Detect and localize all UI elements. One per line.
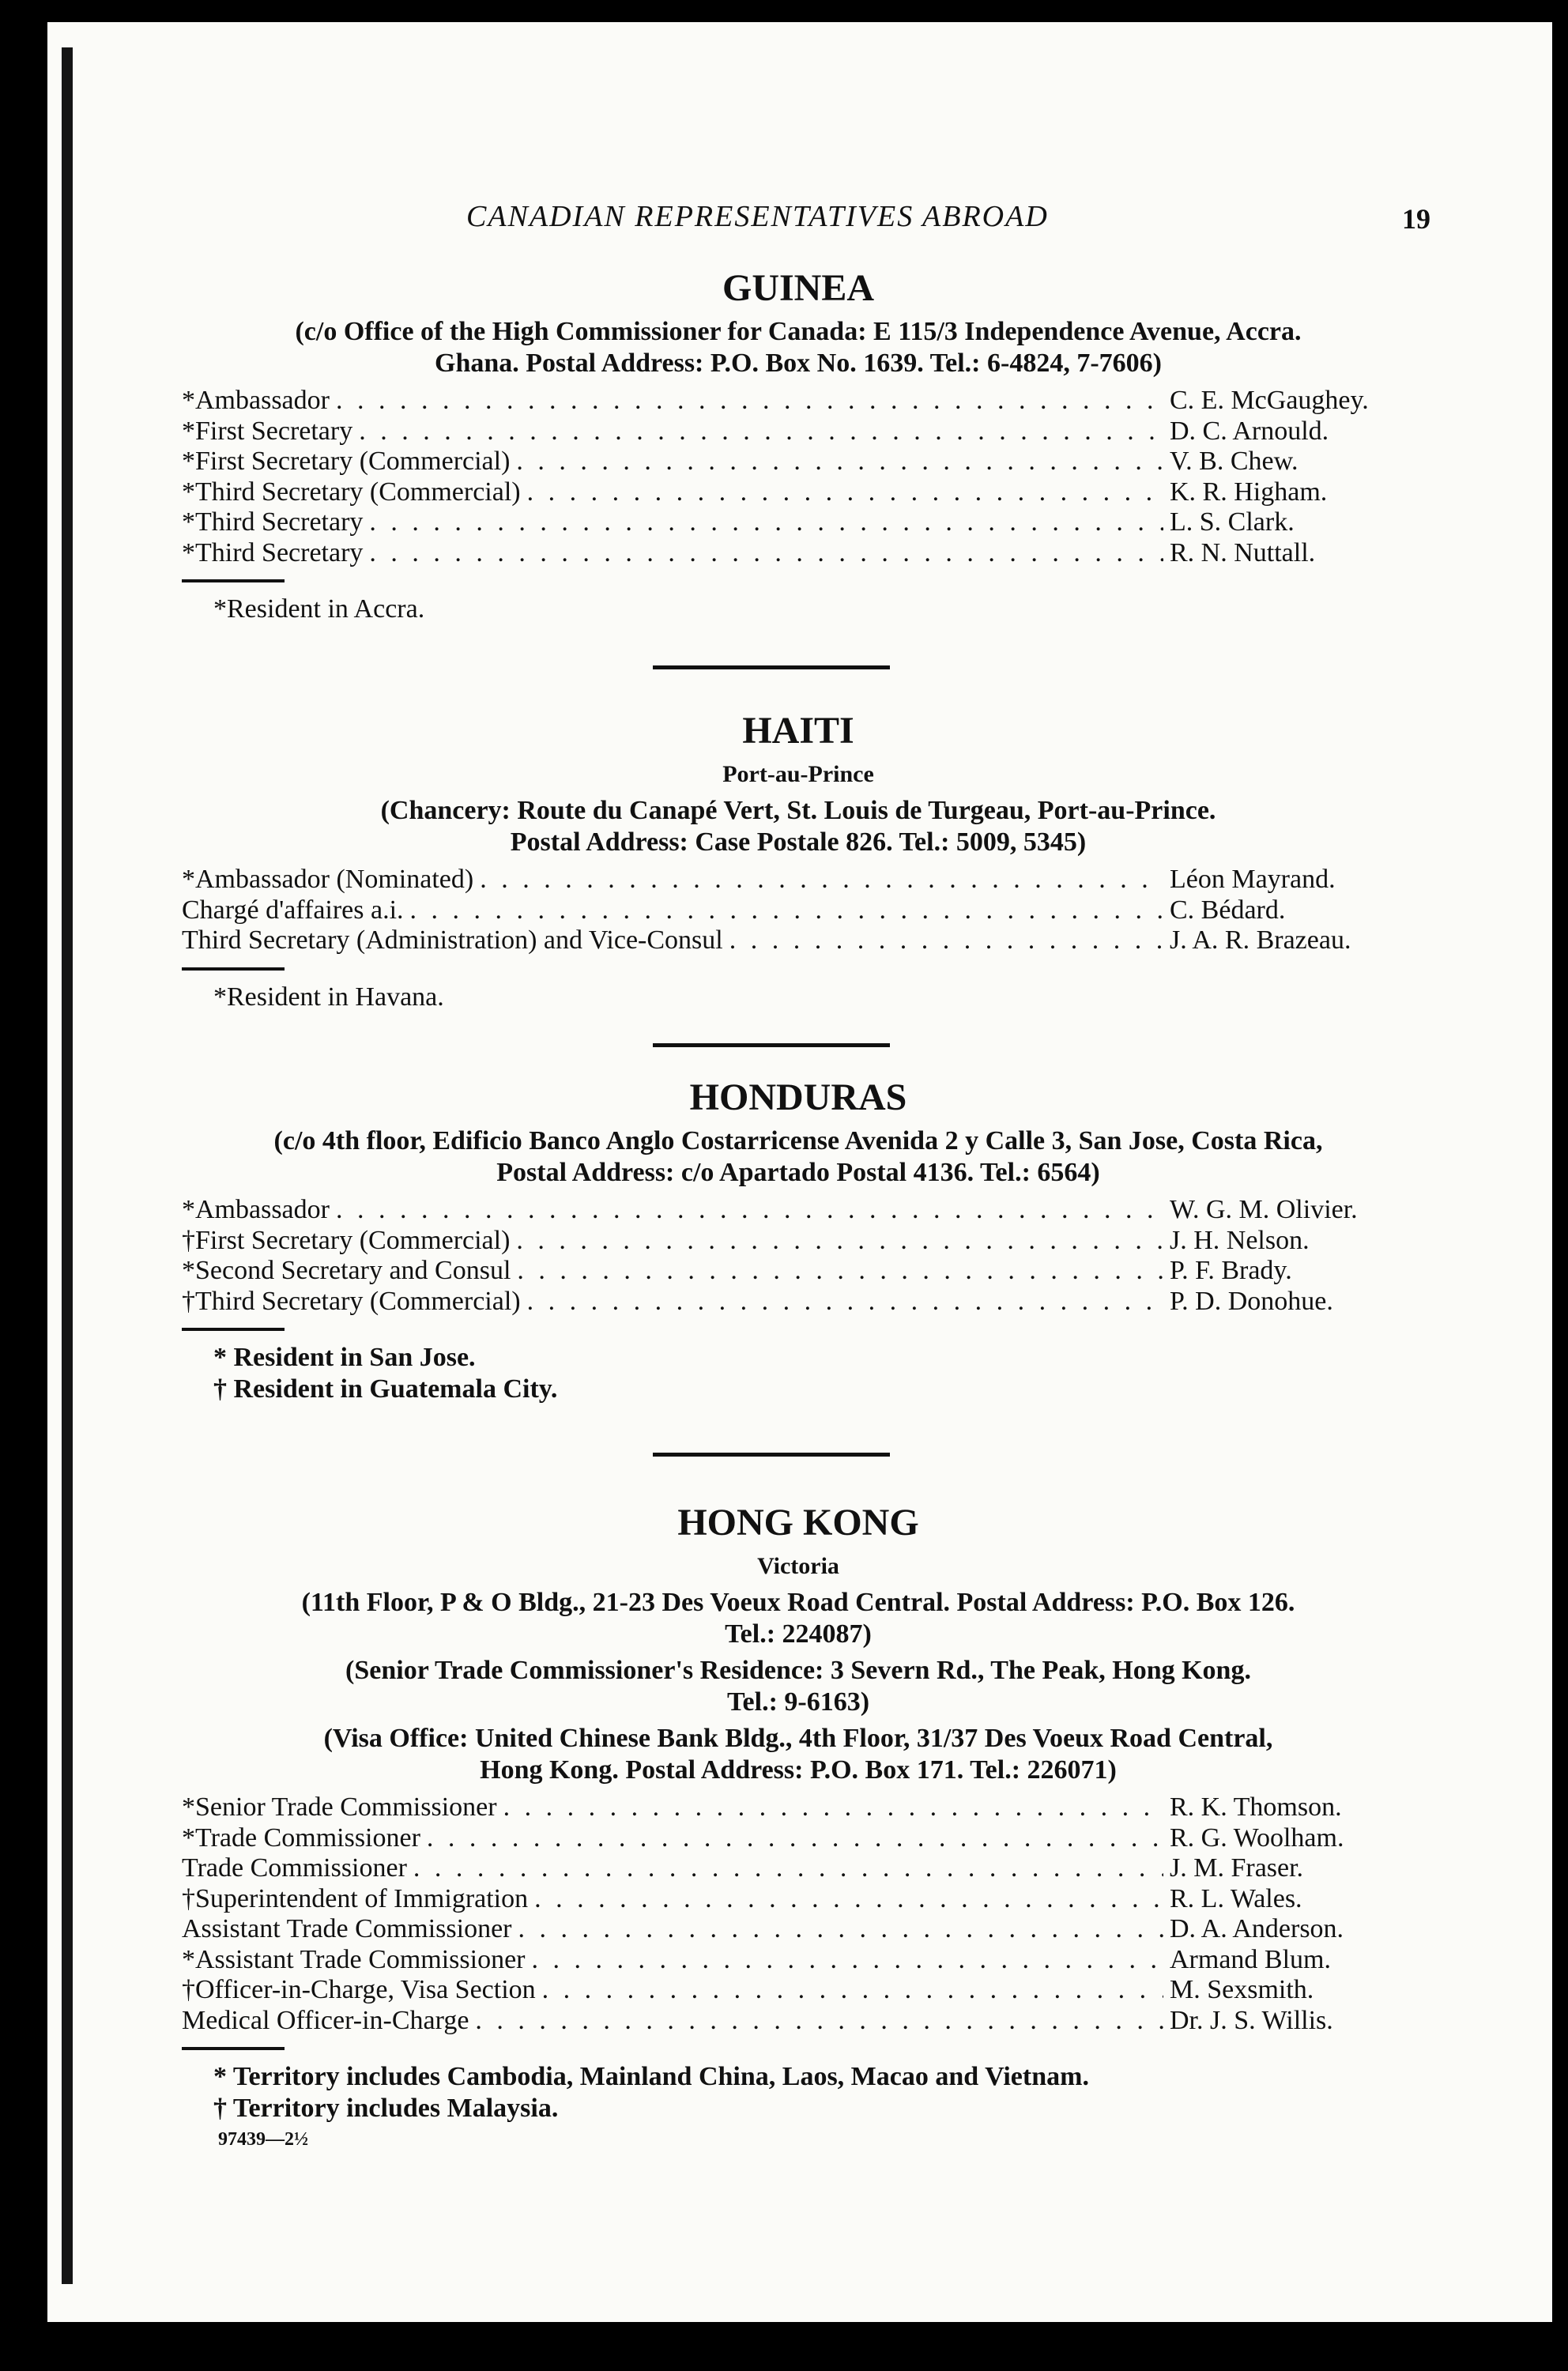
footnote: *Resident in Havana. (213, 982, 444, 1012)
binding-edge (62, 47, 73, 2284)
footnote: † Resident in Guatemala City. (213, 1374, 558, 1404)
staff-row (182, 507, 1415, 538)
section-guinea (182, 266, 1415, 625)
staff-row (182, 417, 1415, 447)
staff-name: R. N. Nuttall. (1170, 537, 1316, 567)
staff-title: Third Secretary (Administration) and Vice-Consul (182, 925, 723, 955)
country-heading: GUINEA (722, 267, 875, 309)
section-separator (653, 1453, 890, 1457)
staff-row (182, 895, 1415, 926)
staff-name: P. D. Donohue. (1170, 1286, 1333, 1316)
staff-name: V. B. Chew. (1170, 447, 1298, 476)
dot-leader (516, 447, 1163, 477)
staff-name: R. L. Wales. (1170, 1883, 1302, 1913)
footnote: † Territory includes Malaysia. (213, 2094, 559, 2123)
section-honduras (182, 1075, 1415, 1405)
staff-name: Armand Blum. (1170, 1944, 1331, 1974)
staff-name: R. G. Woolham. (1170, 1823, 1344, 1853)
address-block (198, 1655, 1399, 1718)
section-haiti (182, 708, 1415, 1013)
dot-leader (517, 1256, 1163, 1287)
address-line: (Senior Trade Commissioner's Residence: 3 Severn Rd., The Peak, Hong Kong. (345, 1656, 1251, 1685)
footnote-rule (182, 967, 285, 971)
section-separator (653, 665, 890, 669)
staff-row (182, 1823, 1415, 1854)
staff-row (182, 1792, 1415, 1823)
staff-title: †Officer-in-Charge, Visa Section (182, 1975, 536, 2004)
staff-title: *First Secretary (182, 416, 353, 446)
staff-name: C. Bédard. (1170, 895, 1286, 925)
staff-title: *Third Secretary (182, 537, 364, 567)
staff-row (182, 1914, 1415, 1945)
section-hong-kong (182, 1500, 1415, 2150)
address-line: (11th Floor, P & O Bldg., 21-23 Des Voeux Road Central. Postal Address: P.O. Box 126. (301, 1588, 1295, 1617)
staff-name: J. A. R. Brazeau. (1170, 925, 1351, 955)
dot-leader (336, 1195, 1163, 1226)
footnote-rule (182, 579, 285, 582)
staff-row (182, 1945, 1415, 1976)
staff-title: †Third Secretary (Commercial) (182, 1286, 521, 1316)
staff-name: R. K. Thomson. (1170, 1792, 1342, 1822)
dot-leader (369, 507, 1163, 538)
staff-row (182, 1287, 1415, 1317)
staff-name: Dr. J. S. Willis. (1170, 2005, 1333, 2035)
staff-title: *Senior Trade Commissioner (182, 1792, 497, 1822)
section-separator (653, 1043, 890, 1047)
address-block (198, 1587, 1399, 1650)
dot-leader (729, 925, 1163, 956)
dot-leader (503, 1792, 1163, 1823)
dot-leader (480, 865, 1163, 895)
address-line: Postal Address: c/o Apartado Postal 4136. Tel.: 6564) (496, 1158, 1100, 1187)
staff-title: Chargé d'affaires a.i. (182, 895, 404, 925)
address-line: (Visa Office: United Chinese Bank Bldg., 4th Floor, 31/37 Des Voeux Road Central, (323, 1724, 1273, 1753)
running-head (182, 199, 1430, 247)
dot-leader (413, 1853, 1163, 1884)
address-block (198, 1723, 1399, 1786)
country-heading: HAITI (742, 710, 854, 752)
staff-row (182, 1975, 1415, 2006)
address-line: Postal Address: Case Postale 826. Tel.: 5009, 5345) (510, 827, 1087, 857)
staff-title: *Ambassador (182, 1195, 330, 1224)
address-line: (c/o Office of the High Commissioner for Canada: E 115/3 Independence Avenue, Accra. (295, 317, 1302, 346)
staff-name: J. M. Fraser. (1170, 1853, 1304, 1883)
staff-title: †First Secretary (Commercial) (182, 1225, 511, 1255)
country-heading: HONG KONG (677, 1502, 919, 1544)
dot-leader (427, 1823, 1163, 1854)
staff-title: Medical Officer-in-Charge (182, 2005, 469, 2035)
footnote-rule (182, 2047, 285, 2050)
dot-leader (527, 1287, 1163, 1317)
staff-list (182, 1792, 1415, 2036)
staff-name: Léon Mayrand. (1170, 865, 1336, 894)
staff-title: *Assistant Trade Commissioner (182, 1944, 526, 1974)
staff-row (182, 925, 1415, 956)
staff-name: D. A. Anderson. (1170, 1914, 1344, 1943)
dot-leader (369, 538, 1163, 569)
staff-title: *Ambassador (Nominated) (182, 865, 474, 894)
dot-leader (531, 1945, 1163, 1976)
staff-row (182, 447, 1415, 477)
address-line: (Chancery: Route du Canapé Vert, St. Louis de Turgeau, Port-au-Prince. (380, 796, 1216, 825)
page-number: 19 (1402, 203, 1430, 235)
staff-name: D. C. Arnould. (1170, 416, 1329, 446)
dot-leader (518, 1914, 1163, 1945)
address-line: (c/o 4th floor, Edificio Banco Anglo Costarricense Avenida 2 y Calle 3, San Jose, Costa Rica, (273, 1126, 1323, 1155)
dot-leader (534, 1884, 1163, 1915)
staff-title: *Third Secretary (182, 507, 364, 537)
staff-row (182, 386, 1415, 417)
staff-row (182, 1256, 1415, 1287)
staff-title: *Trade Commissioner (182, 1823, 420, 1853)
address-block (198, 795, 1399, 858)
staff-row (182, 1884, 1415, 1915)
dot-leader (527, 477, 1163, 508)
running-title: CANADIAN REPRESENTATIVES ABROAD (466, 200, 1049, 233)
address-block (198, 1125, 1399, 1189)
address-line: Tel.: 224087) (725, 1619, 872, 1649)
footnote: * Territory includes Cambodia, Mainland China, Laos, Macao and Vietnam. (213, 2062, 1089, 2091)
staff-row (182, 1195, 1415, 1226)
staff-title: Assistant Trade Commissioner (182, 1914, 512, 1943)
footnote-rule (182, 1328, 285, 1331)
staff-title: *Third Secretary (Commercial) (182, 477, 521, 507)
address-line: Ghana. Postal Address: P.O. Box No. 1639. Tel.: 6-4824, 7-7606) (435, 349, 1162, 378)
staff-title: Trade Commissioner (182, 1853, 407, 1883)
staff-title: *First Secretary (Commercial) (182, 447, 511, 476)
dot-leader (410, 895, 1163, 926)
staff-title: *Second Secretary and Consul (182, 1256, 511, 1285)
footnote: *Resident in Accra. (213, 594, 425, 624)
address-block (198, 316, 1399, 379)
country-heading: HONDURAS (689, 1076, 907, 1118)
staff-row (182, 538, 1415, 569)
staff-list (182, 865, 1415, 956)
staff-name: W. G. M. Olivier. (1170, 1195, 1358, 1224)
staff-name: L. S. Clark. (1170, 507, 1295, 537)
staff-row (182, 2006, 1415, 2037)
staff-name: J. H. Nelson. (1170, 1225, 1310, 1255)
staff-row (182, 1226, 1415, 1257)
staff-name: M. Sexsmith. (1170, 1975, 1314, 2004)
staff-row (182, 1853, 1415, 1884)
staff-title: *Ambassador (182, 386, 330, 415)
staff-list (182, 386, 1415, 568)
city-subheading: Port-au-Prince (722, 761, 874, 787)
staff-row (182, 477, 1415, 508)
dot-leader (475, 2006, 1163, 2037)
staff-name: K. R. Higham. (1170, 477, 1328, 507)
dot-leader (542, 1975, 1163, 2006)
dot-leader (516, 1226, 1163, 1257)
staff-name: C. E. McGaughey. (1170, 386, 1369, 415)
address-line: Tel.: 9-6163) (726, 1687, 870, 1717)
staff-list (182, 1195, 1415, 1317)
dot-leader (336, 386, 1163, 417)
printer-code: 97439—2½ (218, 2129, 308, 2150)
footnote: * Resident in San Jose. (213, 1343, 476, 1372)
address-line: Hong Kong. Postal Address: P.O. Box 171. Tel.: 226071) (480, 1755, 1117, 1785)
staff-row (182, 865, 1415, 895)
staff-name: P. F. Brady. (1170, 1256, 1292, 1285)
dot-leader (359, 417, 1163, 447)
city-subheading: Victoria (757, 1553, 839, 1579)
staff-title: †Superintendent of Immigration (182, 1883, 529, 1913)
